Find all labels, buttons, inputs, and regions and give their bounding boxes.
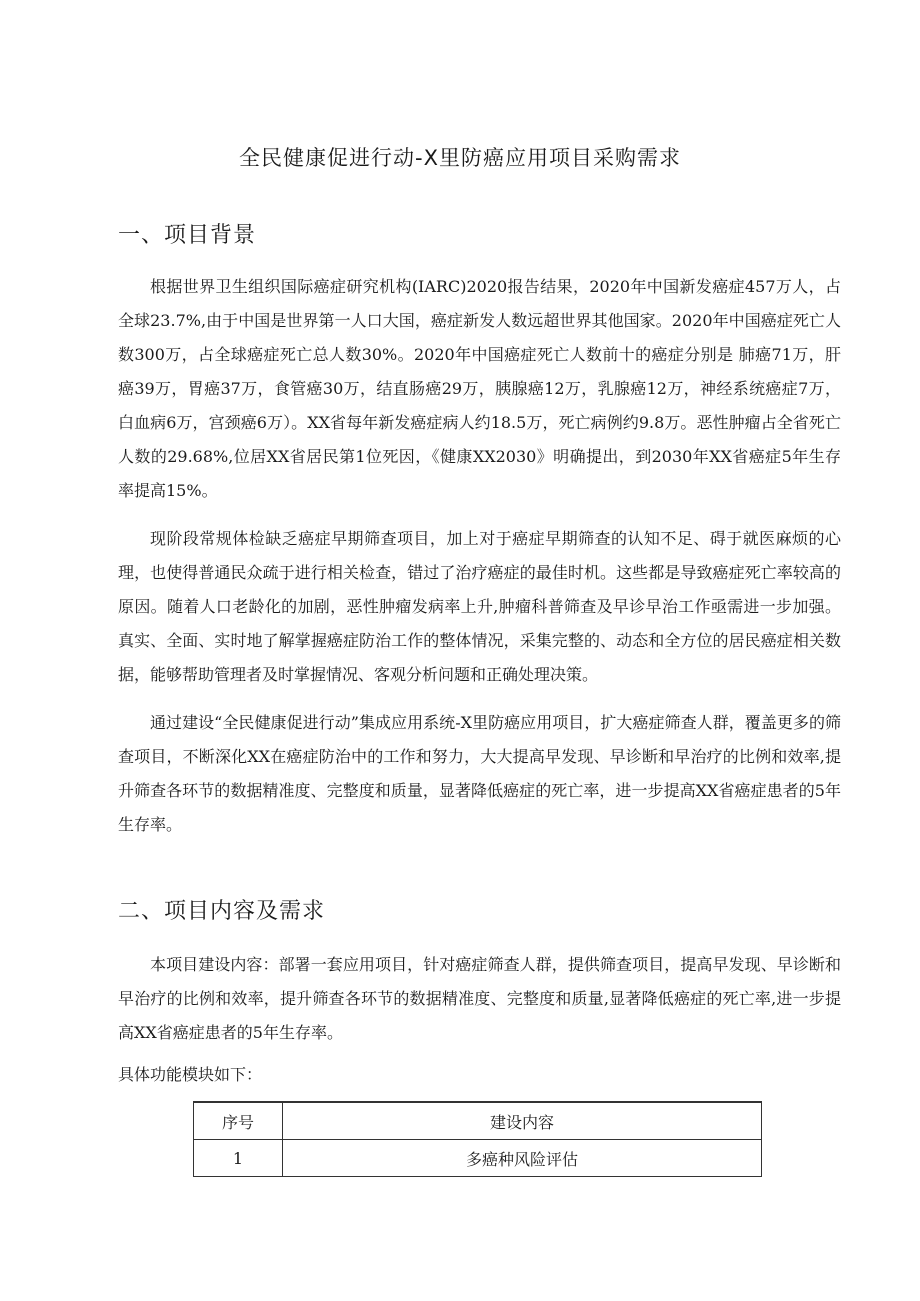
- section-heading-content-requirements: 二、项目内容及需求: [118, 899, 326, 924]
- modules-intro: 具体功能模块如下：: [118, 1065, 263, 1084]
- table-row: [194, 1140, 762, 1177]
- table-header-number: 序号: [194, 1102, 283, 1140]
- background-paragraph-3: 通过建设“全民健康促进行动”集成应用系统-X里防癌应用项目，扩大癌症筛查人群，覆盖更多的筛查项目，不断深化XX在癌症防治中的工作和努力，大大提高早发现、早诊断和早治疗的比例和效率,提升筛查各环节的数据精准度、完整度和质量，显著降低癌症的死亡率，进一步提高XX省癌症患者的5年生存率。: [118, 713, 841, 834]
- table-header-row: [194, 1102, 762, 1140]
- content-paragraph: 本项目建设内容：部署一套应用项目，针对癌症筛查人群，提供筛查项目，提高早发现、早诊断和早治疗的比例和效率，提升筛查各环节的数据精准度、完整度和质量,显著降低癌症的死亡率,进一步提高XX省癌症患者的5年生存率。: [118, 955, 841, 1042]
- modules-table: [193, 1101, 762, 1177]
- background-paragraph-2: 现阶段常规体检缺乏癌症早期筛查项目，加上对于癌症早期筛查的认知不足、碍于就医麻烦的心理，也使得普通民众疏于进行相关检查，错过了治疗癌症的最佳时机。这些都是导致癌症死亡率较高的原因。随着人口老龄化的加剧，恶性肿瘤发病率上升,肿瘤科普筛查及早诊早治工作亟需进一步加强。真实、全面、实时地了解掌握癌症防治工作的整体情况，采集完整的、动态和全方位的居民癌症相关数据，能够帮助管理者及时掌握情况、客观分析问题和正确处理决策。: [118, 529, 841, 684]
- table-cell-number: 1: [194, 1140, 283, 1177]
- table-header-content: 建设内容: [283, 1102, 762, 1140]
- document-title: 全民健康促进行动-X里防癌应用项目采购需求: [239, 146, 681, 170]
- background-paragraph-1: 根据世界卫生组织国际癌症研究机构(IARC)2020报告结果，2020年中国新发癌症457万人，占全球23.7%,由于中国是世界第一人口大国，癌症新发人数远超世界其他国家。2020年中国癌症死亡人数300万，占全球癌症死亡总人数30%。2020年中国癌症死亡人数前十的癌症分别是 肺癌71万，肝癌39万，胃癌37万，食管癌30万，结直肠癌29万，胰腺癌12万，乳腺癌12万，神经系统癌症7万，白血病6万，宫颈癌6万）。XX省每年新发癌症病人约18.5万，死亡病例约9.8万。恶性肿瘤占全省死亡人数的29.68%,位居XX省居民第1位死因，《健康XX2030》明确提出，到2030年XX省癌症5年生存率提高15%。: [118, 277, 841, 500]
- section-heading-background: 一、项目背景: [118, 223, 257, 248]
- table-cell-content: 多癌种风险评估: [283, 1140, 762, 1177]
